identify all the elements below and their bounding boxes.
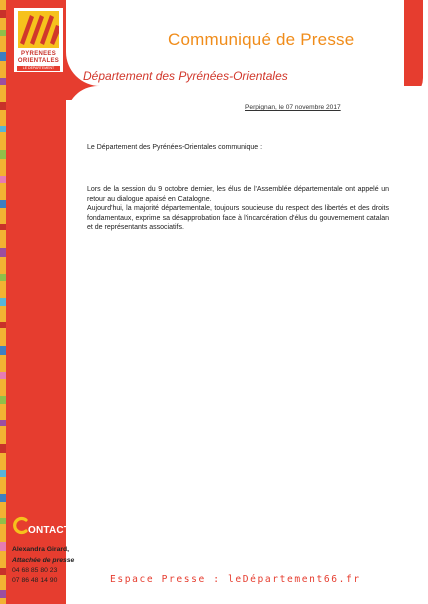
page-title: Communiqué de Presse bbox=[168, 30, 355, 49]
contact-role: Attachée de presse bbox=[12, 557, 75, 564]
catalan-flag-icon bbox=[18, 11, 59, 48]
contact-phone: 04 68 85 80 23 bbox=[12, 567, 58, 574]
content-white-area bbox=[66, 86, 428, 604]
contact-phone: 07 86 48 14 90 bbox=[12, 577, 58, 584]
contact-c-icon bbox=[12, 516, 29, 535]
logo-tagline: LE DÉPARTEMENT bbox=[17, 66, 60, 71]
logo-text-line2: ORIENTALES bbox=[17, 58, 60, 64]
contact-heading: ONTACT bbox=[28, 525, 71, 536]
page-subtitle: Département des Pyrénées-Orientales bbox=[83, 69, 288, 83]
document-date: Perpignan, le 07 novembre 2017 bbox=[245, 104, 341, 111]
logo-text-line1: PYRENEES bbox=[20, 51, 57, 57]
body-paragraph: Aujourd'hui, la majorité départementale, toujours soucieuse du respect des libertés et des droits fondamentaux, exprime sa désapprobation face à l'incarcération d'élus du gouvernement catalan et de représentants associatifs. bbox=[87, 205, 389, 232]
contact-name: Alexandra Girard, bbox=[12, 546, 70, 553]
left-red-column bbox=[6, 0, 66, 604]
body-paragraph: Lors de la session du 9 octobre dernier, les élus de l'Assemblée départementale ont appelé un retour au dialogue apaisé en Catalogne. bbox=[87, 186, 389, 203]
document-body bbox=[87, 185, 389, 233]
departement-logo bbox=[14, 8, 63, 72]
footer-press-link[interactable]: Espace Presse : leDépartement66.fr bbox=[110, 574, 361, 585]
document-intro: Le Département des Pyrénées-Orientales communique : bbox=[87, 144, 263, 151]
